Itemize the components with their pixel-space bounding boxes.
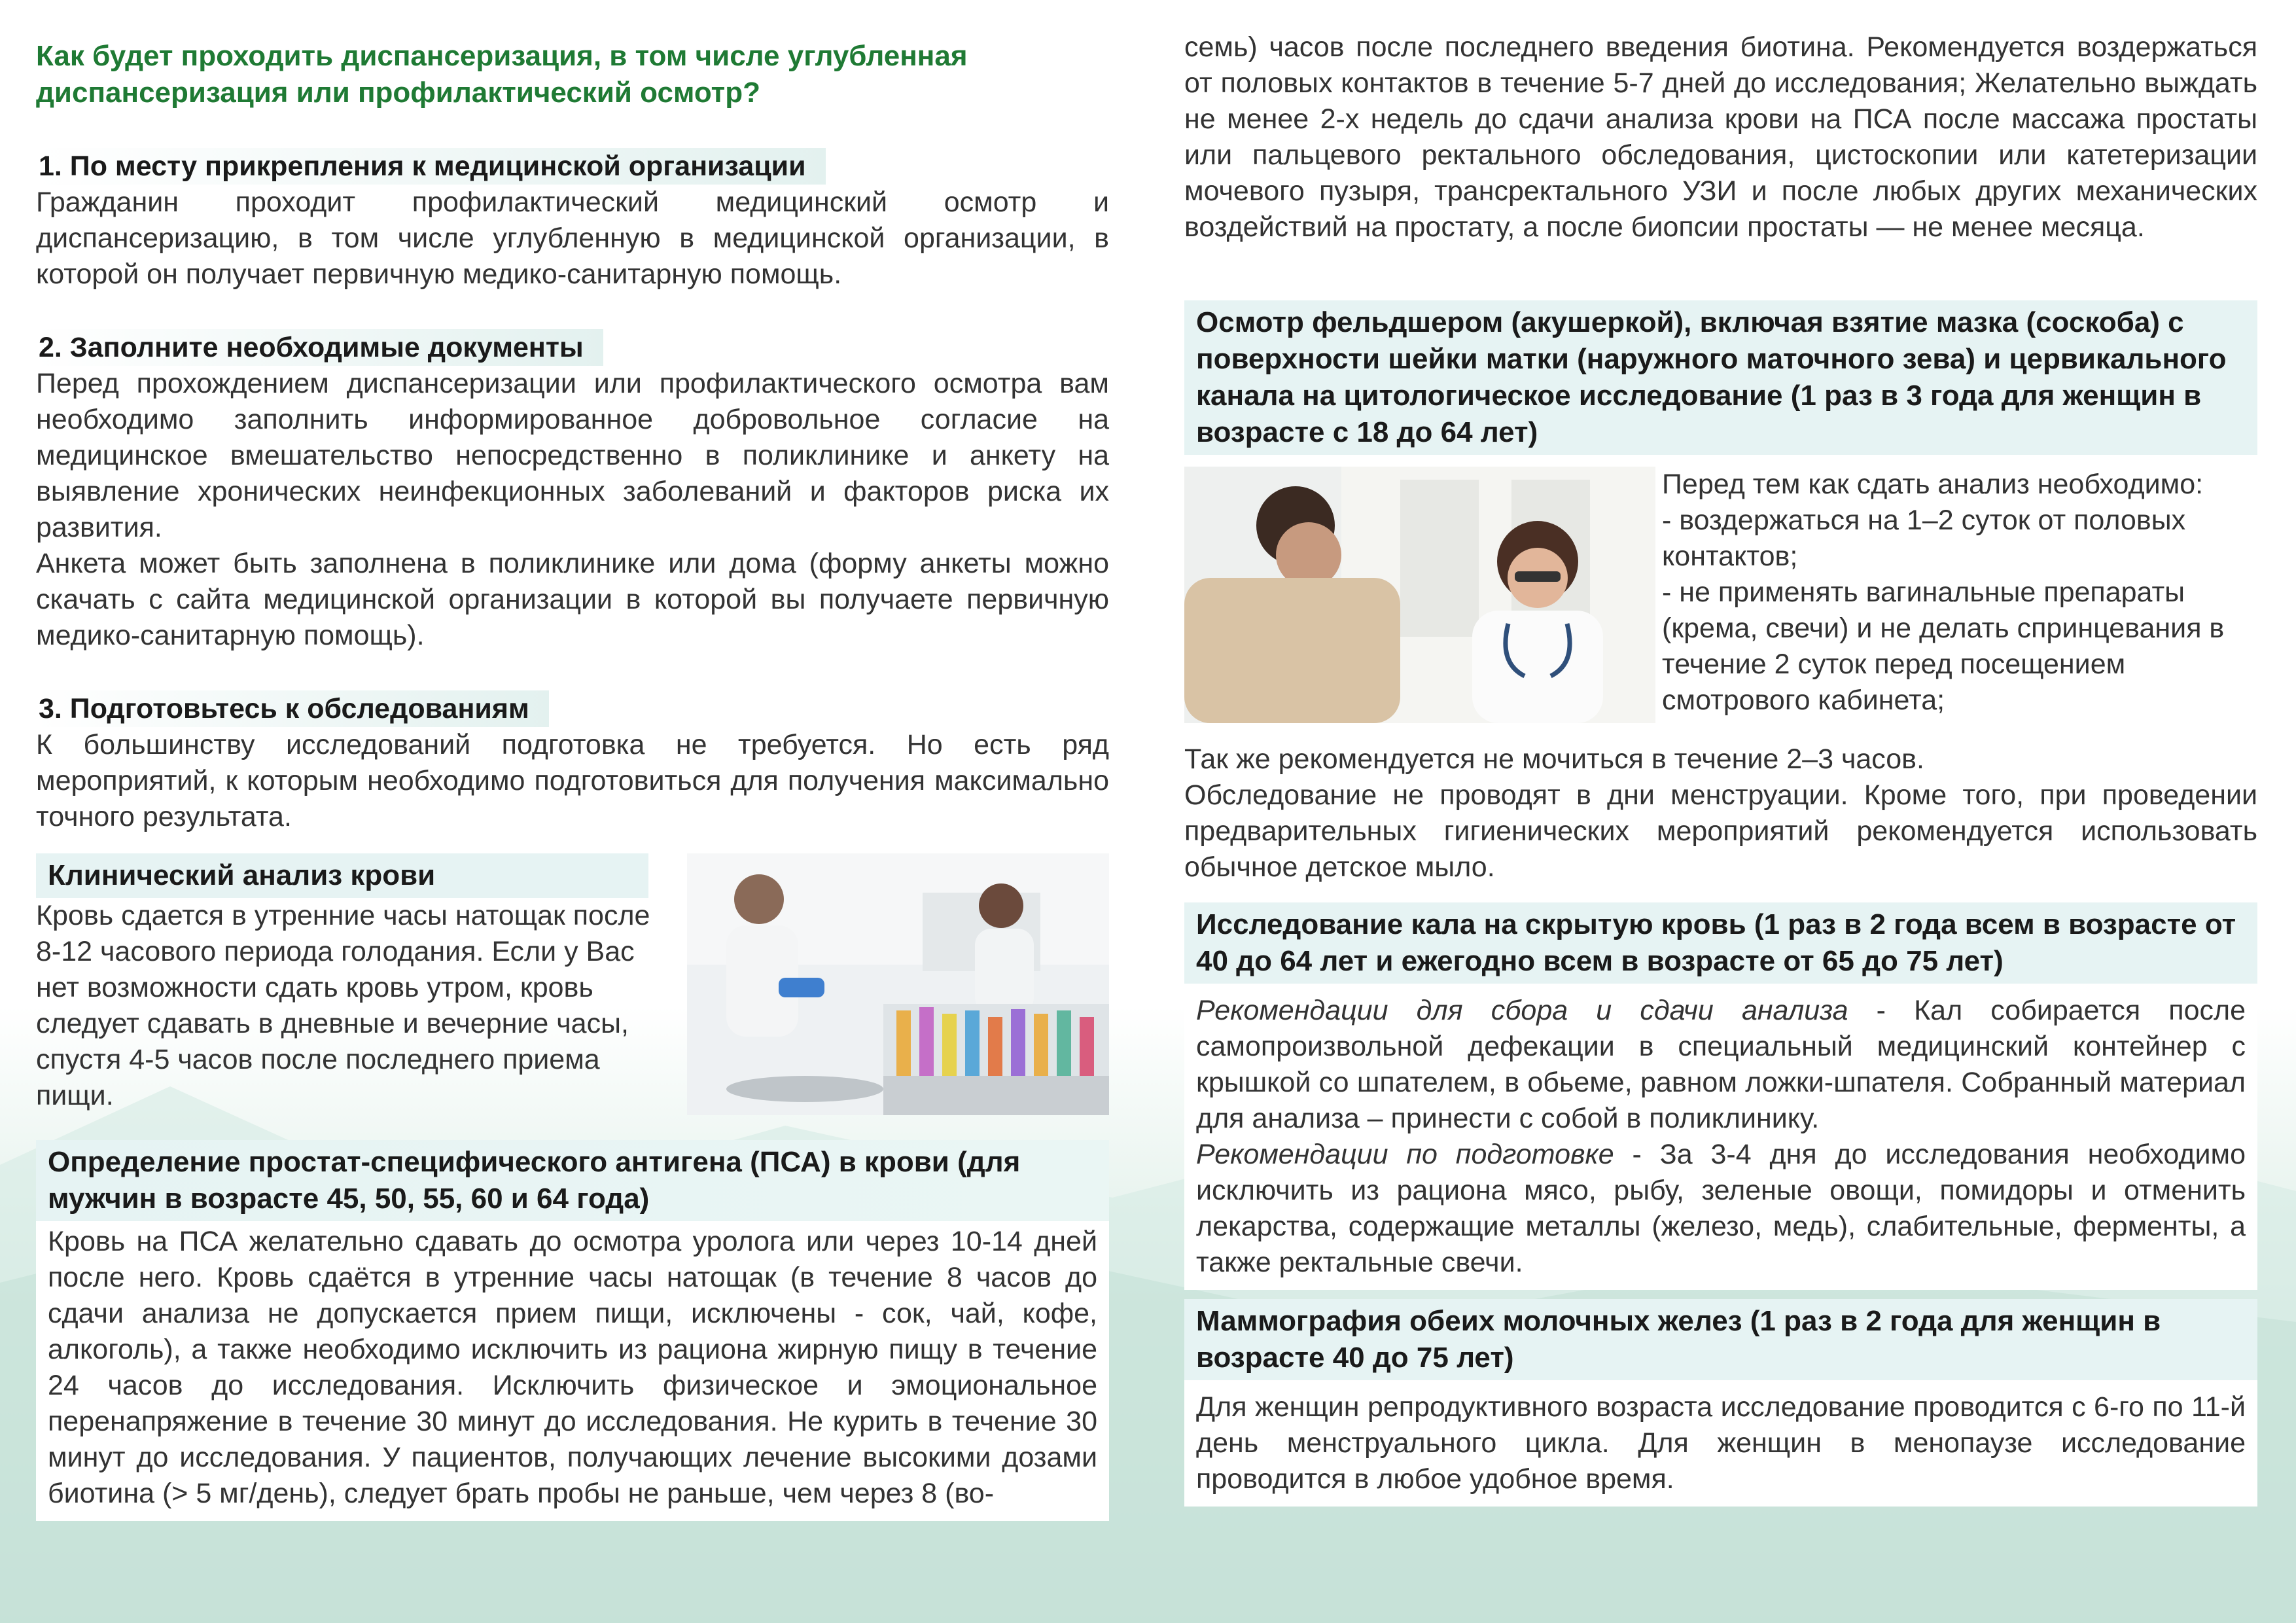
smear-heading: Осмотр фельдшером (акушеркой), включая взятие мазка (соскоба) с поверхности шейки матки (наружного маточного зева) и цервикального канала на цитологическое исследование (1 раз в 3 года для женщин в возрасте с 18 до 64 лет) — [1184, 300, 2257, 455]
stool-rec-prep-label: Рекомендации по подготовке — [1196, 1139, 1614, 1170]
psa-card — [36, 1221, 1109, 1521]
psa-text: Кровь на ПСА желательно сдавать до осмотра уролога или через 10-14 дней после него. Кровь сдаётся в утренние часы натощак (в течение 8 часов до сдачи анализа не допускается прием пищи, исключены - сок, чай, кофе, алкоголь), а также необходимо исключить из рациона жирную пищу в течение 24 часов до исследования. Исключить физическое и эмоциональное перенапряжение в течение 30 минут до исследования. Не курить в течение 30 минут до исследования. У пациентов, получающих лечение высокими дозами биотина (> 5 мг/день), следует брать пробы не раньше, чем через 8 (во- — [48, 1226, 1097, 1509]
mammography-text: Для женщин репродуктивного возраста исследование проводится с 6-го по 11-й день менструального цикла. Для женщин в менопаузе исследование проводится в любое удобное время. — [1196, 1391, 2246, 1495]
step3-text: К большинству исследований подготовка не требуется. Но есть ряд мероприятий, к которым необходимо подготовиться для получения максимально точного результата. — [36, 729, 1109, 832]
blood-test-section — [36, 853, 1109, 1128]
step1-text: Гражданин проходит профилактический медицинский осмотр и диспансеризацию, в том числе углубленную в медицинской организации, в которой он получает первичную медико-санитарную помощь. — [36, 187, 1109, 290]
smear-section — [1184, 467, 2257, 741]
step1-heading: 1. По месту прикрепления к медицинской организации — [36, 148, 826, 185]
smear-after-1: Так же рекомендуется не мочиться в течение 2–3 часов. — [1184, 743, 1924, 775]
left-column — [36, 38, 1109, 1521]
mammography-heading: Маммография обеих молочных желез (1 раз в 2 года для женщин в возрасте 40 до 75 лет) — [1184, 1299, 2257, 1380]
mammography-card — [1184, 1380, 2257, 1507]
doctor-consultation-photo — [1184, 467, 1655, 723]
smear-prep-item-1: - воздержаться на 1–2 суток от половых контактов; — [1662, 505, 2186, 572]
right-column — [1184, 29, 2257, 1507]
lab-photo — [687, 853, 1109, 1115]
stool-card — [1184, 984, 2257, 1290]
stool-rec-prep — [1196, 1137, 2246, 1281]
stool-rec-prep-text: - За 3-4 дня до исследования необходимо исключить из рациона мясо, рыбу, зеленые овощи, помидоры и отменить лекарства, содержащие металлы (железо, медь), слабительные, ферменты, а также ректальные свечи. — [1196, 1139, 2246, 1278]
step2-heading: 2. Заполните необходимые документы — [36, 329, 603, 366]
smear-after-2: Обследование не проводят в дни менструации. Кроме того, при проведении предварительных гигиенических мероприятий рекомендуется использовать обычное детское мыло. — [1184, 779, 2257, 883]
blood-test-heading: Клинический анализ крови — [36, 853, 648, 898]
stool-heading: Исследование кала на скрытую кровь (1 раз в 2 года всем в возрасте от 40 до 64 лет и ежегодно всем в возрасте от 65 до 75 лет) — [1184, 902, 2257, 984]
blood-test-text: Кровь сдается в утренние часы натощак после 8-12 часового периода голодания. Если у Вас нет возможности сдать кровь утром, кровь следует сдавать в дневные и вечерние часы, спустя 4-5 часов после последнего приема пищи. — [36, 900, 650, 1111]
psa-text-continued: семь) часов после последнего введения биотина. Рекомендуется воздержаться от половых контактов в течение 5-7 дней до исследования; Желательно выждать не менее 2-х недель до сдачи анализа крови на ПСА после массажа простаты или пальцевого ректального обследования, цистоскопии или катетеризации мочевого пузыря, трансректального УЗИ и после любых других механических воздействий на простату, а после биопсии простаты — не менее месяца. — [1184, 31, 2257, 243]
step3-heading: 3. Подготовьтесь к обследованиям — [36, 690, 549, 727]
stool-rec-collection-label: Рекомендации для сбора и сдачи анализа — [1196, 995, 1848, 1026]
smear-prep-intro: Перед тем как сдать анализ необходимо: — [1662, 469, 2204, 500]
step2-text: Перед прохождением диспансеризации или профилактического осмотра вам необходимо заполнить информированное добровольное согласие на медицинское вмешательство непосредственно в поликлинике и анкету на выявление хронических неинфекционных заболеваний и факторов риска их развития. — [36, 368, 1109, 543]
stool-rec-collection-text: - Кал собирается после самопроизвольной дефекации в специальный медицинский контейнер с крышкой со шпателем, в обьеме, равном ложки-шпателя. Собранный материал для анализа – принести с собой в поликлинику. — [1196, 995, 2246, 1134]
smear-prep-item-2: - не применять вагинальные препараты (крема, свечи) и не делать спринцевания в течение 2 суток перед посещением смотрового кабинета; — [1662, 577, 2225, 716]
page-title: Как будет проходить диспансеризация, в том числе углубленная диспансеризация или профилактический осмотр? — [36, 40, 968, 109]
psa-heading: Определение простат-специфического антигена (ПСА) в крови (для мужчин в возрасте 45, 50, 55, 60 и 64 года) — [36, 1140, 1109, 1221]
step2-text-questionnaire: Анкета может быть заполнена в поликлинике или дома (форму анкеты можно скачать с сайта медицинской организации в которой вы получаете первичную медико-санитарную помощь). — [36, 548, 1109, 651]
stool-rec-collection — [1196, 993, 2246, 1137]
